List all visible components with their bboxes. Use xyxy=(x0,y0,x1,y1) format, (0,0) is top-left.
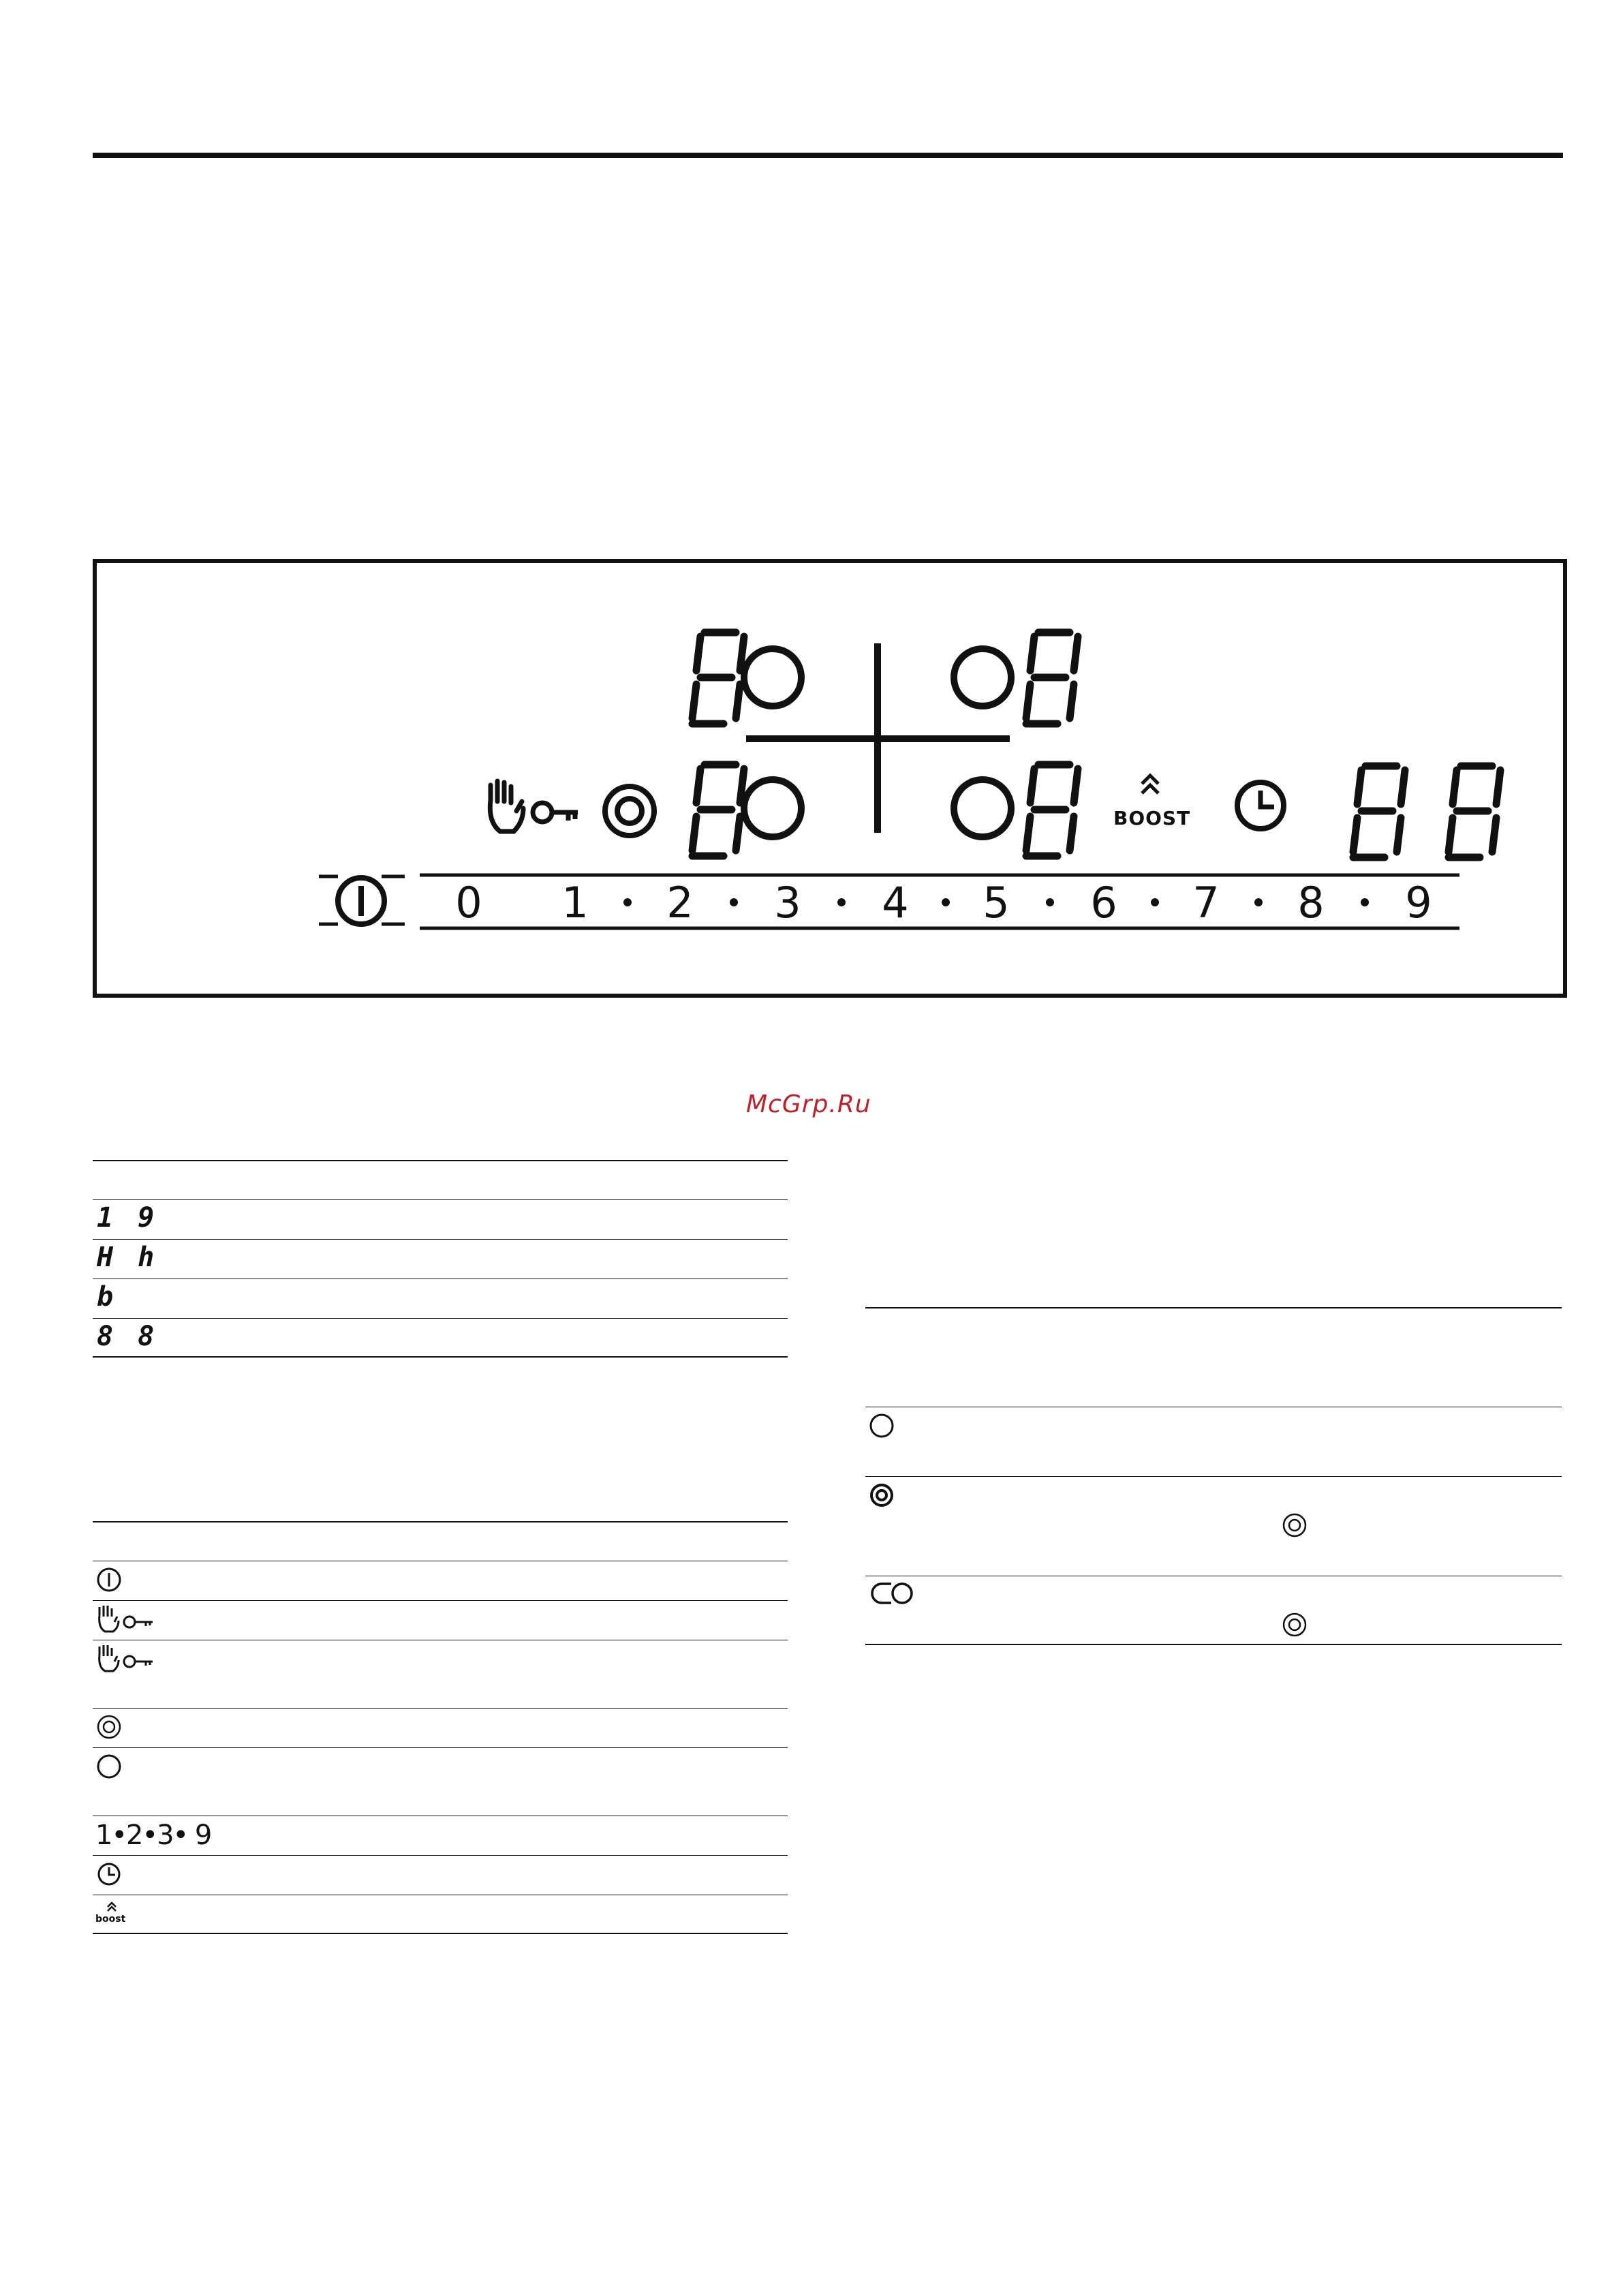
power-button[interactable] xyxy=(319,876,405,924)
hand-key-icon[interactable] xyxy=(490,781,578,831)
oval-zone-icon xyxy=(868,1580,916,1607)
table-rule xyxy=(93,1239,788,1240)
table-rule xyxy=(865,1644,1562,1645)
zone-front-left-display-2 xyxy=(692,765,744,856)
clock-icon xyxy=(95,1861,123,1888)
boost-small-label: boost xyxy=(95,1914,126,1925)
table-rule xyxy=(865,1476,1562,1477)
timer-display-units xyxy=(1449,766,1500,857)
table-rule xyxy=(93,1933,788,1934)
table-rule xyxy=(93,1160,788,1161)
scale-dot xyxy=(942,898,950,906)
scale-label-2[interactable]: 2 xyxy=(666,878,694,928)
control-panel-graphic xyxy=(97,563,1563,994)
zone-front-left-display xyxy=(692,632,744,724)
dual-zone-icon[interactable] xyxy=(605,786,654,836)
watermark: McGrp.Ru xyxy=(746,1090,871,1118)
zone-rear-left-indicator[interactable] xyxy=(744,649,801,706)
table-rule xyxy=(93,1199,788,1200)
zone-rear-right-display xyxy=(1026,632,1078,724)
scale-dot xyxy=(623,898,632,906)
dual-zone-icon xyxy=(1281,1611,1308,1638)
scale-dot xyxy=(1151,898,1159,906)
power-slider[interactable] xyxy=(455,878,1432,928)
table-rule xyxy=(93,1708,788,1709)
scale-dot xyxy=(1254,898,1263,906)
hand-key-icon xyxy=(95,1604,157,1634)
display-symbol-levels: 1 9 xyxy=(97,1202,159,1234)
table-rule xyxy=(865,1307,1562,1308)
scale-dot xyxy=(1361,898,1369,906)
scale-label-5[interactable]: 5 xyxy=(983,878,1010,928)
scale-label-4[interactable]: 4 xyxy=(882,878,909,928)
scale-label-6[interactable]: 6 xyxy=(1090,878,1117,928)
zone-front-left-indicator[interactable] xyxy=(744,780,801,837)
table-rule xyxy=(93,1318,788,1319)
scale-dot xyxy=(1046,898,1054,906)
scale-label-3[interactable]: 3 xyxy=(774,878,801,928)
display-symbol-boost: b xyxy=(97,1281,118,1313)
hand-key-icon xyxy=(95,1644,157,1674)
table-rule xyxy=(93,1356,788,1358)
dual-zone-icon xyxy=(1281,1512,1308,1539)
table-rule xyxy=(93,1747,788,1748)
zone-front-right-display xyxy=(1026,765,1078,856)
scale-label-8[interactable]: 8 xyxy=(1297,878,1325,928)
scale-dot xyxy=(730,898,738,906)
table-rule xyxy=(93,1600,788,1601)
dual-zone-icon xyxy=(868,1482,895,1509)
cooking-zone-icon xyxy=(95,1753,123,1780)
top-rule xyxy=(93,153,1563,158)
cooking-zone-icon xyxy=(868,1412,895,1439)
scale-dot xyxy=(837,898,846,906)
scale-label-1[interactable]: 1 xyxy=(561,878,589,928)
display-symbol-residual-heat: H h xyxy=(97,1242,159,1273)
table-rule xyxy=(93,1521,788,1522)
control-panel xyxy=(93,559,1567,998)
power-icon xyxy=(95,1566,123,1593)
boost-button[interactable] xyxy=(1113,776,1190,829)
dual-zone-icon xyxy=(95,1713,123,1741)
display-symbol-timer: 8 8 xyxy=(97,1321,159,1352)
zone-front-right-indicator[interactable] xyxy=(954,780,1011,837)
table-rule xyxy=(93,1855,788,1856)
zone-rear-right-indicator[interactable] xyxy=(954,649,1011,706)
scale-label-0[interactable]: 0 xyxy=(455,878,482,928)
clock-icon[interactable] xyxy=(1237,782,1284,829)
scale-label-7[interactable]: 7 xyxy=(1192,878,1220,928)
power-levels-label: 1•2•3• 9 xyxy=(95,1820,211,1851)
boost-label: BOOST xyxy=(1113,807,1191,829)
timer-display-tens xyxy=(1353,766,1405,857)
scale-label-9[interactable]: 9 xyxy=(1405,878,1432,928)
